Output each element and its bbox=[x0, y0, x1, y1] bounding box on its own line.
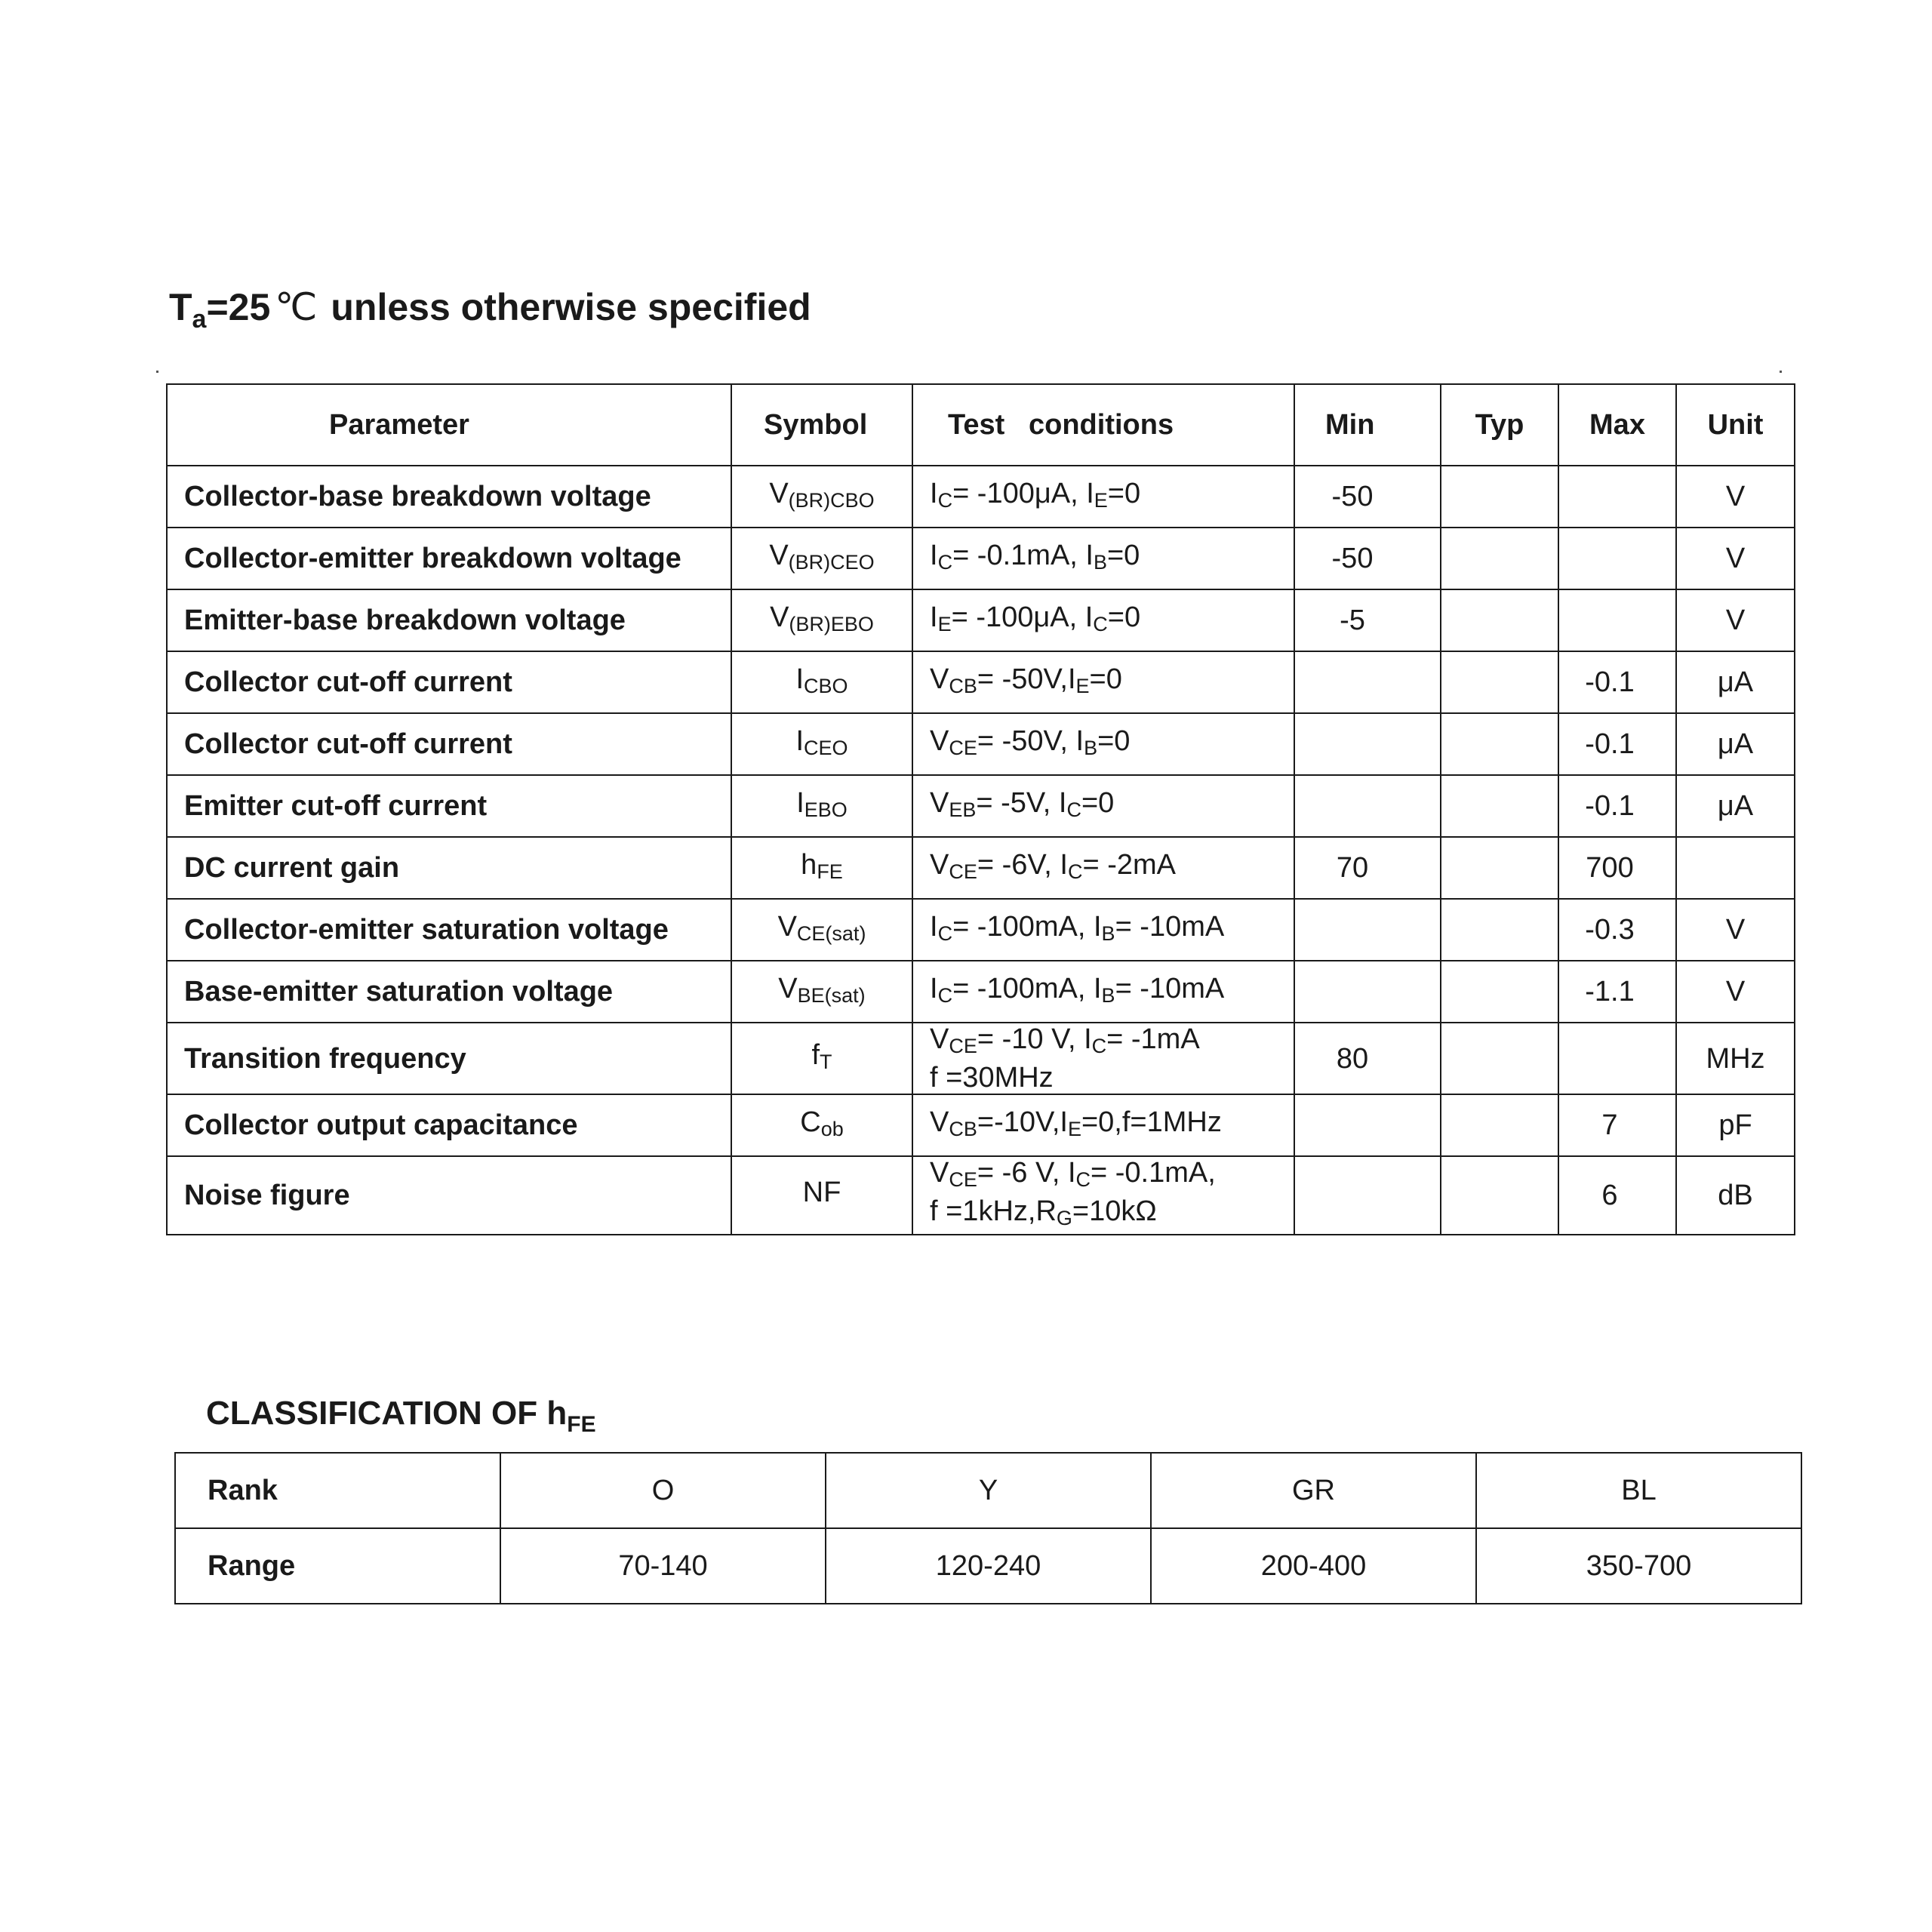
condition-line bbox=[930, 663, 1294, 702]
condition-subscript: CB bbox=[949, 1117, 977, 1140]
max-cell: 7 bbox=[1558, 1094, 1676, 1156]
condition-subscript: EB bbox=[949, 798, 977, 821]
parameter-cell: Emitter cut-off current bbox=[167, 775, 731, 837]
symbol-subscript: FE bbox=[817, 860, 843, 883]
range-label: Range bbox=[175, 1528, 500, 1604]
condition-text: V bbox=[930, 848, 949, 881]
condition-text: =0 bbox=[1107, 601, 1141, 633]
condition-line bbox=[930, 1062, 1294, 1094]
test-condition-cell bbox=[912, 1023, 1294, 1094]
parameter-cell: Collector-base breakdown voltage bbox=[167, 466, 731, 528]
unit-cell: dB bbox=[1676, 1156, 1795, 1235]
condition-text: = -2mA bbox=[1082, 848, 1176, 881]
test-condition-cell bbox=[912, 775, 1294, 837]
range-cell: 200-400 bbox=[1151, 1528, 1476, 1604]
condition-subscript: CE bbox=[949, 1035, 977, 1057]
max-cell: -1.1 bbox=[1558, 961, 1676, 1023]
condition-text: f =1kHz,R bbox=[930, 1195, 1057, 1227]
max-cell: -0.3 bbox=[1558, 899, 1676, 961]
symbol-cell bbox=[731, 466, 912, 528]
condition-line bbox=[930, 911, 1294, 949]
max-cell bbox=[1558, 466, 1676, 528]
min-cell: -5 bbox=[1294, 589, 1441, 651]
typ-cell bbox=[1441, 961, 1558, 1023]
symbol-cell bbox=[731, 589, 912, 651]
condition-line bbox=[930, 1106, 1294, 1145]
header-min: Min bbox=[1294, 384, 1441, 466]
unit-cell: μA bbox=[1676, 651, 1795, 713]
characteristics-row bbox=[167, 1023, 1795, 1094]
unit-cell: MHz bbox=[1676, 1023, 1795, 1094]
parameter-cell: Base-emitter saturation voltage bbox=[167, 961, 731, 1023]
min-cell: -50 bbox=[1294, 466, 1441, 528]
condition-subscript: E bbox=[1075, 674, 1090, 697]
classification-title-subscript: FE bbox=[567, 1412, 596, 1437]
min-cell bbox=[1294, 713, 1441, 775]
condition-subscript: C bbox=[1075, 1168, 1091, 1191]
typ-cell bbox=[1441, 528, 1558, 589]
condition-line bbox=[930, 849, 1294, 888]
symbol-subscript: (BR)CEO bbox=[788, 550, 875, 574]
characteristics-row bbox=[167, 1156, 1795, 1235]
symbol-cell bbox=[731, 713, 912, 775]
typ-cell bbox=[1441, 713, 1558, 775]
symbol-subscript: T bbox=[820, 1051, 832, 1073]
condition-text: = -1mA bbox=[1106, 1023, 1200, 1055]
symbol-text: I bbox=[795, 663, 804, 695]
condition-text: =0 bbox=[1107, 477, 1141, 509]
characteristics-row bbox=[167, 651, 1795, 713]
condition-line bbox=[930, 1023, 1294, 1062]
condition-text: V bbox=[930, 663, 949, 695]
max-cell bbox=[1558, 1023, 1676, 1094]
rank-cell: BL bbox=[1476, 1453, 1801, 1528]
test-condition-cell bbox=[912, 961, 1294, 1023]
symbol-text: V bbox=[769, 539, 789, 571]
symbol-text: NF bbox=[802, 1176, 841, 1208]
page-heading bbox=[169, 285, 811, 334]
test-condition-cell bbox=[912, 713, 1294, 775]
condition-line bbox=[930, 787, 1294, 826]
condition-text: =0,f=1MHz bbox=[1081, 1106, 1222, 1138]
typ-cell bbox=[1441, 651, 1558, 713]
min-cell bbox=[1294, 651, 1441, 713]
max-cell: -0.1 bbox=[1558, 775, 1676, 837]
min-cell bbox=[1294, 961, 1441, 1023]
max-cell: 700 bbox=[1558, 837, 1676, 899]
range-cell: 70-140 bbox=[500, 1528, 826, 1604]
min-cell: 70 bbox=[1294, 837, 1441, 899]
typ-cell bbox=[1441, 899, 1558, 961]
characteristics-row bbox=[167, 1094, 1795, 1156]
condition-subscript: CE bbox=[949, 1168, 977, 1191]
max-cell bbox=[1558, 528, 1676, 589]
condition-text: =10kΩ bbox=[1072, 1195, 1157, 1227]
condition-text: I bbox=[930, 601, 938, 633]
corner-mark-right bbox=[1780, 371, 1782, 373]
condition-subscript: B bbox=[1084, 736, 1098, 759]
condition-subscript: CE bbox=[949, 860, 977, 883]
unit-cell: V bbox=[1676, 466, 1795, 528]
unit-cell: μA bbox=[1676, 775, 1795, 837]
rank-cell: GR bbox=[1151, 1453, 1476, 1528]
condition-subscript: C bbox=[937, 488, 953, 512]
symbol-subscript: CBO bbox=[804, 674, 848, 697]
unit-cell: V bbox=[1676, 899, 1795, 961]
temperature-value: =25 bbox=[206, 286, 271, 328]
symbol-text: I bbox=[796, 786, 804, 819]
test-condition-cell bbox=[912, 528, 1294, 589]
rank-cell: Y bbox=[826, 1453, 1151, 1528]
symbol-cell bbox=[731, 651, 912, 713]
symbol-subscript: (BR)CBO bbox=[788, 488, 875, 512]
typ-cell bbox=[1441, 837, 1558, 899]
typ-cell bbox=[1441, 1023, 1558, 1094]
parameter-cell: Noise figure bbox=[167, 1156, 731, 1235]
min-cell bbox=[1294, 1156, 1441, 1235]
typ-cell bbox=[1441, 466, 1558, 528]
corner-mark-left bbox=[156, 371, 158, 373]
unit-cell: V bbox=[1676, 961, 1795, 1023]
characteristics-table bbox=[166, 383, 1795, 1235]
symbol-text: f bbox=[811, 1039, 820, 1071]
condition-text: = -0.1mA, bbox=[1091, 1157, 1216, 1189]
condition-line bbox=[930, 540, 1294, 578]
symbol-subscript: CEO bbox=[804, 736, 848, 759]
symbol-cell bbox=[731, 1023, 912, 1094]
condition-line bbox=[930, 478, 1294, 516]
range-cell: 120-240 bbox=[826, 1528, 1151, 1604]
temperature-unit: ℃ bbox=[275, 286, 318, 328]
test-condition-cell bbox=[912, 899, 1294, 961]
symbol-cell bbox=[731, 1156, 912, 1235]
temperature-symbol: T bbox=[169, 286, 192, 328]
condition-text: I bbox=[930, 972, 938, 1004]
condition-text: = -10mA bbox=[1115, 972, 1225, 1004]
condition-text: I bbox=[930, 910, 938, 943]
header-symbol: Symbol bbox=[731, 384, 912, 466]
condition-text: = -10mA bbox=[1115, 910, 1225, 943]
parameter-cell: DC current gain bbox=[167, 837, 731, 899]
condition-text: = -100μA, I bbox=[952, 477, 1094, 509]
condition-text: V bbox=[930, 1023, 949, 1055]
condition-subscript: C bbox=[1093, 612, 1108, 635]
test-condition-cell bbox=[912, 837, 1294, 899]
symbol-text: C bbox=[800, 1106, 821, 1138]
condition-text: = -6 V, I bbox=[977, 1157, 1076, 1189]
parameter-cell: Emitter-base breakdown voltage bbox=[167, 589, 731, 651]
parameter-cell: Collector cut-off current bbox=[167, 651, 731, 713]
min-cell: -50 bbox=[1294, 528, 1441, 589]
condition-subscript: C bbox=[937, 983, 953, 1007]
max-cell bbox=[1558, 589, 1676, 651]
temperature-symbol-subscript: a bbox=[192, 305, 207, 334]
unit-cell: V bbox=[1676, 589, 1795, 651]
condition-subscript: C bbox=[1091, 1035, 1107, 1057]
symbol-cell bbox=[731, 961, 912, 1023]
condition-text: =0 bbox=[1097, 724, 1131, 757]
header-typ: Typ bbox=[1441, 384, 1558, 466]
condition-text: I bbox=[930, 477, 938, 509]
header-max: Max bbox=[1558, 384, 1676, 466]
min-cell bbox=[1294, 775, 1441, 837]
condition-text: = -100μA, I bbox=[951, 601, 1094, 633]
parameter-cell: Collector-emitter saturation voltage bbox=[167, 899, 731, 961]
condition-text: =0 bbox=[1106, 539, 1140, 571]
test-condition-cell bbox=[912, 1094, 1294, 1156]
condition-text: V bbox=[930, 786, 949, 819]
condition-text: = -50V,I bbox=[977, 663, 1076, 695]
parameter-cell: Collector-emitter breakdown voltage bbox=[167, 528, 731, 589]
range-cell: 350-700 bbox=[1476, 1528, 1801, 1604]
condition-subscript: E bbox=[937, 612, 952, 635]
symbol-subscript: BE(sat) bbox=[797, 983, 866, 1007]
characteristics-row bbox=[167, 775, 1795, 837]
symbol-text: V bbox=[769, 477, 789, 509]
min-cell: 80 bbox=[1294, 1023, 1441, 1094]
typ-cell bbox=[1441, 775, 1558, 837]
symbol-cell bbox=[731, 837, 912, 899]
condition-text: = -50V, I bbox=[977, 724, 1084, 757]
rank-cell: O bbox=[500, 1453, 826, 1528]
condition-subscript: CE bbox=[949, 736, 977, 759]
classification-title-text: CLASSIFICATION OF h bbox=[206, 1395, 568, 1432]
condition-text: =0 bbox=[1081, 786, 1115, 819]
test-condition-cell bbox=[912, 466, 1294, 528]
rank-label: Rank bbox=[175, 1453, 500, 1528]
condition-text: V bbox=[930, 1106, 949, 1138]
condition-subscript: C bbox=[1066, 798, 1081, 821]
parameter-cell: Collector cut-off current bbox=[167, 713, 731, 775]
condition-text: = -100mA, I bbox=[952, 910, 1102, 943]
characteristics-body bbox=[167, 466, 1795, 1235]
unit-cell: V bbox=[1676, 528, 1795, 589]
characteristics-row bbox=[167, 899, 1795, 961]
classification-title bbox=[206, 1395, 596, 1438]
test-condition-cell bbox=[912, 589, 1294, 651]
condition-subscript: CB bbox=[949, 674, 977, 697]
symbol-text: h bbox=[801, 848, 817, 881]
condition-subscript: C bbox=[937, 550, 953, 574]
characteristics-row bbox=[167, 961, 1795, 1023]
condition-line bbox=[930, 725, 1294, 764]
characteristics-row bbox=[167, 837, 1795, 899]
heading-text: unless otherwise specified bbox=[331, 286, 811, 328]
condition-text: V bbox=[930, 1157, 949, 1189]
characteristics-header-row bbox=[167, 384, 1795, 466]
range-row bbox=[175, 1528, 1801, 1604]
typ-cell bbox=[1441, 1156, 1558, 1235]
min-cell bbox=[1294, 1094, 1441, 1156]
symbol-cell bbox=[731, 528, 912, 589]
symbol-cell bbox=[731, 775, 912, 837]
header-unit: Unit bbox=[1676, 384, 1795, 466]
max-cell: -0.1 bbox=[1558, 713, 1676, 775]
symbol-text: V bbox=[770, 601, 789, 633]
condition-subscript: B bbox=[1101, 983, 1115, 1007]
symbol-cell bbox=[731, 899, 912, 961]
min-cell bbox=[1294, 899, 1441, 961]
condition-line bbox=[930, 1157, 1294, 1195]
condition-text: = -0.1mA, I bbox=[952, 539, 1094, 571]
symbol-cell bbox=[731, 1094, 912, 1156]
unit-cell bbox=[1676, 837, 1795, 899]
max-cell: -0.1 bbox=[1558, 651, 1676, 713]
typ-cell bbox=[1441, 1094, 1558, 1156]
symbol-subscript: (BR)EBO bbox=[789, 612, 874, 635]
condition-subscript: E bbox=[1067, 1117, 1081, 1140]
condition-line bbox=[930, 1195, 1294, 1234]
symbol-subscript: EBO bbox=[804, 798, 848, 821]
symbol-text: V bbox=[778, 972, 798, 1004]
characteristics-row bbox=[167, 466, 1795, 528]
condition-subscript: C bbox=[1067, 860, 1083, 883]
test-condition-cell bbox=[912, 651, 1294, 713]
characteristics-row bbox=[167, 589, 1795, 651]
condition-text: V bbox=[930, 724, 949, 757]
parameter-cell: Transition frequency bbox=[167, 1023, 731, 1094]
header-parameter: Parameter bbox=[167, 384, 731, 466]
condition-text: = -100mA, I bbox=[952, 972, 1102, 1004]
classification-table bbox=[174, 1452, 1802, 1604]
condition-text: I bbox=[930, 539, 938, 571]
condition-text: =0 bbox=[1089, 663, 1122, 695]
parameter-cell: Collector output capacitance bbox=[167, 1094, 731, 1156]
typ-cell bbox=[1441, 589, 1558, 651]
symbol-subscript: CE(sat) bbox=[796, 921, 866, 945]
characteristics-row bbox=[167, 528, 1795, 589]
unit-cell: μA bbox=[1676, 713, 1795, 775]
symbol-text: I bbox=[795, 724, 804, 757]
symbol-subscript: ob bbox=[820, 1117, 844, 1140]
condition-subscript: G bbox=[1056, 1207, 1072, 1229]
characteristics-row bbox=[167, 713, 1795, 775]
max-cell: 6 bbox=[1558, 1156, 1676, 1235]
condition-text: = -5V, I bbox=[976, 786, 1067, 819]
rank-row bbox=[175, 1453, 1801, 1528]
condition-subscript: C bbox=[937, 921, 953, 945]
condition-line bbox=[930, 973, 1294, 1011]
condition-subscript: E bbox=[1094, 488, 1108, 512]
test-condition-cell bbox=[912, 1156, 1294, 1235]
condition-line bbox=[930, 601, 1294, 640]
condition-text: f =30MHz bbox=[930, 1062, 1054, 1094]
header-test-conditions: Test conditions bbox=[912, 384, 1294, 466]
condition-text: =-10V,I bbox=[977, 1106, 1068, 1138]
condition-text: = -10 V, I bbox=[977, 1023, 1092, 1055]
condition-text: = -6V, I bbox=[977, 848, 1068, 881]
condition-subscript: B bbox=[1101, 921, 1115, 945]
condition-subscript: B bbox=[1093, 550, 1107, 574]
symbol-text: V bbox=[777, 910, 797, 943]
unit-cell: pF bbox=[1676, 1094, 1795, 1156]
